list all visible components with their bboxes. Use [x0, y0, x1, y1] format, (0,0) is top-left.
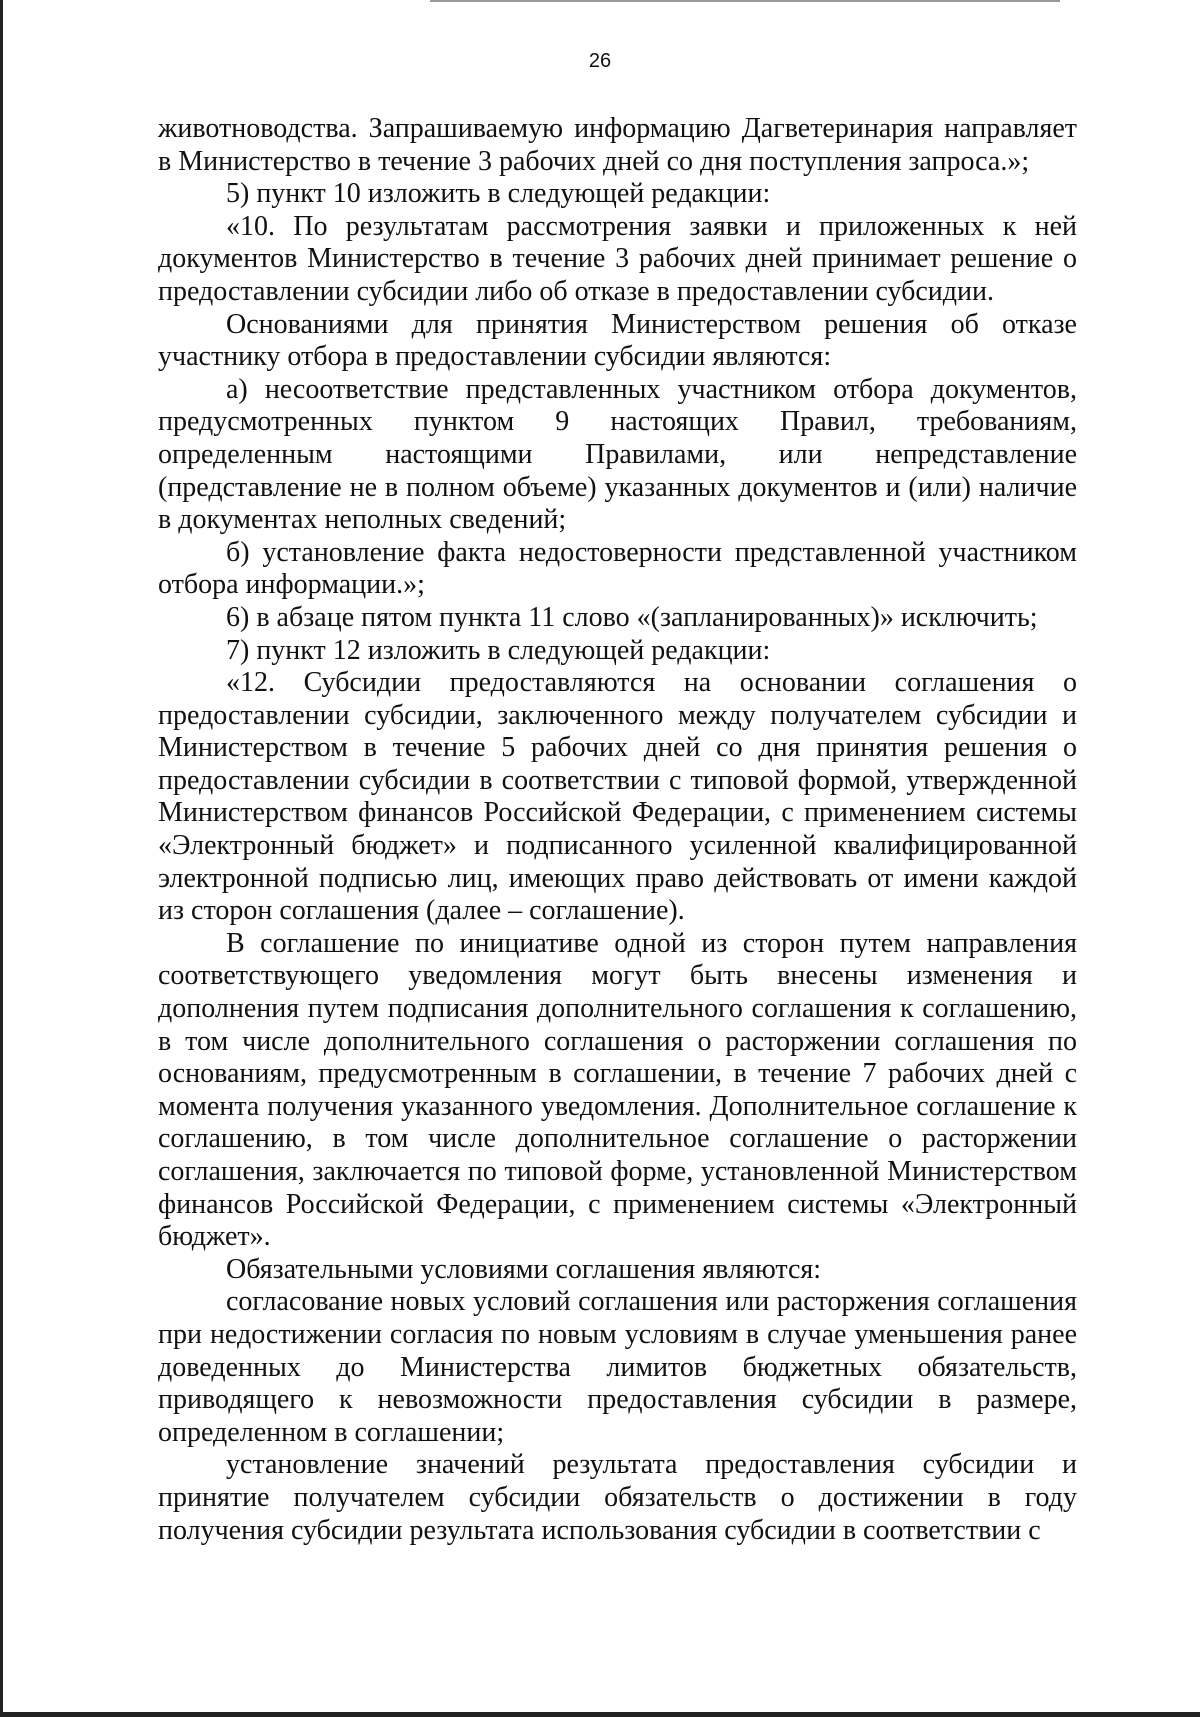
- document-body: [158, 113, 1077, 1547]
- paragraph-4: Основаниями для принятия Министерством решения об отказе участнику отбора в предоставлении субсидии являются:: [158, 308, 1077, 373]
- paragraph-7: 6) в абзаце пятом пункта 11 слово «(запланированных)» исключить;: [226, 601, 1038, 633]
- scan-edge-left: [0, 0, 3, 1717]
- paragraph-9: «12. Субсидии предоставляются на основании соглашения о предоставлении субсидии, заключенного между получателем субсидии и Министерством в течение 5 рабочих дней со дня принятия решения о предоставлении субсидии в соответствии с типовой формой, утвержденной Министерством финансов Российской Федерации, с применением системы «Электронный бюджет» и подписанного усиленной квалифицированной электронной подписью лиц, имеющих право действовать от имени каждой из сторон соглашения (далее – соглашение).: [158, 667, 1077, 927]
- paragraph-10: В соглашение по инициативе одной из сторон путем направления соответствующего уведомления могут быть внесены изменения и дополнения путем подписания дополнительного соглашения к соглашению, в том числе дополнительного соглашения о расторжении соглашения по основаниям, предусмотренным в соглашении, в течение 7 рабочих дней с момента получения указанного уведомления. Дополнительное соглашение к соглашению, в том числе дополнительное соглашение о расторжении соглашения, заключается по типовой форме, установленной Министерством финансов Российской Федерации, с применением системы «Электронный бюджет».: [158, 927, 1077, 1253]
- paragraph-8: 7) пункт 12 изложить в следующей редакции:: [226, 634, 771, 666]
- paragraph-13: установление значений результата предоставления субсидии и принятие получателем субсидии обязательств о достижении в году получения субсидии результата использования субсидии в соответствии с: [158, 1449, 1077, 1546]
- paragraph-3: «10. По результатам рассмотрения заявки и приложенных к ней документов Министерство в течение 3 рабочих дней принимает решение о предоставлении субсидии либо об отказе в предоставлении субсидии.: [158, 210, 1077, 307]
- paragraph-5: а) несоответствие представленных участником отбора документов, предусмотренных пунктом 9 настоящих Правил, требованиям, определенным настоящими Правилами, или непредставление (представление не в полном объеме) указанных документов и (или) наличие в документах неполных сведений;: [158, 373, 1077, 536]
- paragraph-1: животноводства. Запрашиваемую информацию Дагветеринария направляет в Министерство в течение 3 рабочих дней со дня поступления запроса.»;: [158, 113, 1077, 177]
- paragraph-12: согласование новых условий соглашения или расторжения соглашения при недостижении согласия по новым условиям в случае уменьшения ранее доведенных до Министерства лимитов бюджетных обязательств, приводящего к невозможности предоставления субсидии в размере, определенном в соглашении;: [158, 1286, 1077, 1448]
- paragraph-11: Обязательными условиями соглашения являются:: [226, 1253, 822, 1285]
- paragraph-6: б) установление факта недостоверности представленной участником отбора информации.»;: [158, 536, 1077, 601]
- scan-edge-bottom: [0, 1712, 1200, 1717]
- paragraph-2: 5) пункт 10 изложить в следующей редакции:: [226, 178, 771, 210]
- scan-edge-top: [430, 0, 1060, 2]
- page-number: 26: [588, 50, 612, 72]
